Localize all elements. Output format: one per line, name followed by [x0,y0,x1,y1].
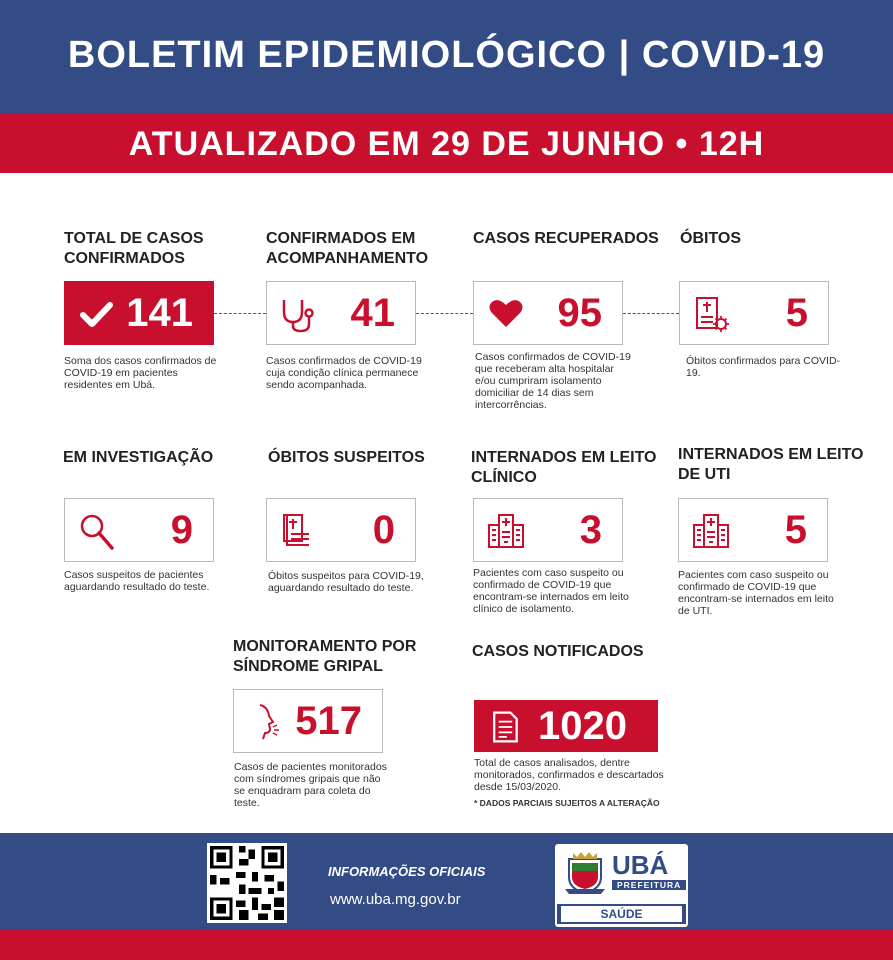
stat-label-deaths: ÓBITOS [680,230,742,247]
coat-of-arms-icon [563,849,607,895]
stat-label-investigation: EM INVESTIGAÇÃO [63,449,214,466]
stat-label-clinical-bed: INTERNADOS EM LEITO CLÍNICO [471,449,657,486]
stat-value-investigation: 9 [170,508,193,552]
stat-label-flu-monitoring: MONITORAMENTO POR SÍNDROME GRIPAL [233,638,417,675]
stat-value-recovered: 95 [557,291,602,335]
check-icon [77,294,117,334]
magnifier-icon [77,511,117,551]
stat-box-recovered [473,281,623,345]
stat-desc-investigation: Casos suspeitos de pacientes aguardando resultado do teste. [64,569,210,593]
heart-icon [486,294,526,334]
stat-box-clinical-bed [473,498,623,562]
face-profile-icon [246,702,286,742]
stat-box-investigation [64,498,214,562]
stat-desc-notified: Total de casos analisados, dentre monitorados, confirmados e descartados desde 15/03/2020. [474,757,664,793]
connector-line [214,313,266,314]
stat-desc-suspect-deaths: Óbitos suspeitos para COVID-19, aguardando resultado do teste. [268,570,424,594]
logo-department: SAÚDE [561,906,682,922]
stat-value-total-confirmed: 141 [126,291,193,335]
disclaimer: * DADOS PARCIAIS SUJEITOS A ALTERAÇÃO [474,798,660,808]
stat-label-icu-bed: INTERNADOS EM LEITO DE UTI [678,446,864,483]
stat-desc-deaths: Óbitos confirmados para COVID-19. [686,355,841,379]
stat-box-suspect-deaths [266,498,416,562]
stethoscope-icon [279,294,319,334]
stat-value-monitoring: 41 [350,291,395,335]
stat-value-icu-bed: 5 [784,508,807,552]
hospital-icon [486,511,526,551]
update-date: ATUALIZADO EM 29 DE JUNHO • 12H [128,125,765,163]
stat-desc-recovered: Casos confirmados de COVID-19 que receberam alta hospitalar e/ou cumpriram isolamento domiciliar de 14 dias sem intercorrências. [475,351,631,411]
stat-box-icu-bed [678,498,828,562]
footer-red-band [0,930,893,960]
stat-value-suspect-deaths: 0 [372,508,395,552]
logo-city-name: UBÁ [612,850,669,880]
stat-box-total-confirmed [64,281,214,345]
connector-line [623,313,679,314]
stat-label-total-confirmed: TOTAL DE CASOS CONFIRMADOS [64,230,204,267]
stat-box-flu-monitoring [233,689,383,753]
stat-value-clinical-bed: 3 [579,508,602,552]
death-certificate-virus-icon [692,294,732,334]
stat-desc-total-confirmed: Soma dos casos confirmados de COVID-19 em pacientes residentes em Ubá. [64,355,217,391]
qr-code[interactable] [207,843,287,923]
stat-box-notified [474,700,658,752]
stat-box-deaths [679,281,829,345]
stat-label-notified: CASOS NOTIFICADOS [472,643,644,660]
website-link[interactable]: www.uba.mg.gov.br [330,891,461,908]
logo-subtitle: PREFEITURA [612,880,686,890]
official-info-label: INFORMAÇÕES OFICIAIS [328,864,486,879]
stat-value-flu-monitoring: 517 [295,699,362,743]
page-title: BOLETIM EPIDEMIOLÓGICO | COVID-19 [67,34,826,76]
stat-desc-monitoring: Casos confirmados de COVID-19 cuja condição clínica permanece sendo acompanhada. [266,355,422,391]
connector-line [416,313,473,314]
stat-desc-icu-bed: Pacientes com caso suspeito ou confirmado de COVID-19 que encontram-se internados em leito de UTI. [678,569,834,617]
stat-desc-flu-monitoring: Casos de pacientes monitorados com síndromes gripais que não se enquadram para coleta do teste. [234,761,387,809]
stat-label-monitoring: CONFIRMADOS EM ACOMPANHAMENTO [266,230,429,267]
stat-value-notified: 1020 [538,704,627,748]
stat-value-deaths: 5 [785,291,808,335]
stat-box-monitoring [266,281,416,345]
document-icon [487,709,523,745]
stat-desc-clinical-bed: Pacientes com caso suspeito ou confirmado de COVID-19 que encontram-se internados em leito clínico de isolamento. [473,567,629,615]
footer-band [0,833,893,930]
stat-label-suspect-deaths: ÓBITOS SUSPEITOS [268,449,425,466]
death-certificate-icon [279,511,319,551]
stat-label-recovered: CASOS RECUPERADOS [473,230,659,247]
hospital-icon [691,511,731,551]
